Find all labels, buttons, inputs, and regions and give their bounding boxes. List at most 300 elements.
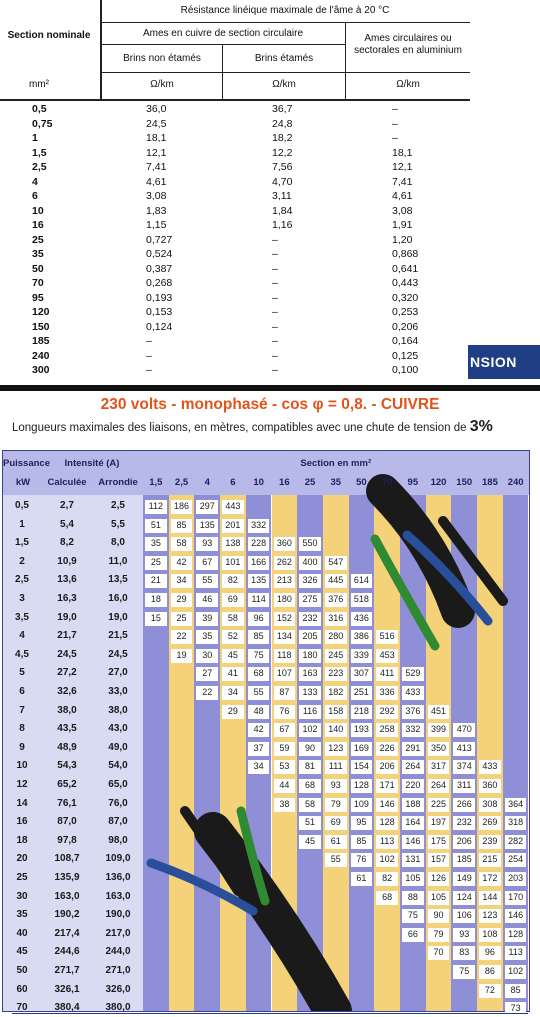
length-cell: 146 (376, 798, 398, 812)
row-arr: 49,0 (108, 741, 128, 753)
length-cell: 90 (299, 742, 321, 756)
length-cell: 90 (428, 909, 450, 923)
length-cell: 152 (274, 612, 296, 626)
length-cell: 58 (171, 537, 193, 551)
length-cell: 185 (453, 853, 475, 867)
resistance-cell-section: 150 (32, 320, 50, 333)
resistance-cell-a: 18,1 (146, 132, 167, 144)
resistance-cell-section: 240 (32, 349, 50, 362)
row-kw: 1 (19, 518, 25, 530)
resistance-row (0, 234, 470, 247)
resistance-cell-a: 7,41 (146, 161, 167, 173)
length-cell: 360 (274, 537, 296, 551)
length-cell: 95 (351, 816, 373, 830)
row-calc: 16,3 (57, 593, 77, 604)
length-cell: 149 (453, 872, 475, 886)
length-cell: 102 (299, 723, 321, 737)
length-cell: 61 (325, 835, 347, 849)
length-cell: 163 (299, 667, 321, 681)
length-cell: 58 (222, 612, 244, 626)
section-column-stripe (220, 495, 246, 1011)
header-puissance: Puissance (3, 458, 50, 469)
length-cell: 308 (479, 798, 501, 812)
resistance-cell-c: 0,100 (392, 364, 419, 376)
length-cell: 21 (145, 574, 167, 588)
row-arr: 271,0 (105, 965, 131, 976)
header-section-6: 25 (304, 477, 316, 488)
copper-group-header: Ames en cuivre de section circulaire (142, 28, 304, 39)
length-cell: 53 (274, 760, 296, 774)
length-cell: 175 (428, 835, 450, 849)
length-cell: 134 (274, 630, 296, 644)
resistance-cell-c: 0,641 (392, 262, 419, 275)
length-cell: 107 (274, 667, 296, 681)
resistance-cell-section: 70 (32, 277, 44, 289)
length-cell: 42 (171, 556, 193, 570)
row-kw: 35 (16, 909, 28, 921)
length-cell: 22 (171, 630, 193, 644)
unit-a: Ω/km (150, 79, 174, 90)
length-cell: 128 (376, 816, 398, 830)
resistance-cell-a: 36,0 (146, 103, 167, 115)
row-kw: 8 (19, 723, 25, 735)
header-section-1: 2,5 (174, 477, 189, 488)
length-cell: 18 (145, 593, 167, 607)
row-arr: 13,5 (108, 574, 128, 586)
length-cell: 413 (453, 742, 475, 756)
resistance-cell-c: 3,08 (392, 204, 413, 217)
length-cell: 30 (196, 649, 218, 663)
length-cell: 292 (376, 705, 398, 719)
row-arr: 136,0 (105, 872, 131, 883)
resistance-cell-a: – (146, 335, 152, 347)
length-cell: 516 (376, 630, 398, 644)
length-cell: 311 (453, 779, 475, 793)
resistance-cell-c: 0,125 (392, 349, 419, 362)
row-kw: 70 (16, 1002, 28, 1014)
resistance-row (0, 118, 470, 131)
length-cell: 226 (376, 742, 398, 756)
length-cell: 128 (505, 928, 527, 942)
divider (100, 72, 470, 73)
resistance-cell-c: 7,41 (392, 175, 413, 188)
resistance-cell-c: 1,91 (392, 219, 413, 231)
length-cell: 166 (248, 556, 270, 570)
length-cell: 411 (376, 667, 398, 681)
length-cell: 45 (299, 835, 321, 849)
length-cell: 123 (325, 742, 347, 756)
resistance-cell-b: – (272, 306, 278, 318)
length-cell: 264 (402, 760, 424, 774)
row-arr: 2,5 (111, 500, 125, 511)
resistance-row (0, 321, 470, 334)
length-cell: 433 (479, 760, 501, 774)
resistance-cell-c: 0,253 (392, 306, 419, 318)
resistance-cell-section: 50 (32, 262, 44, 275)
resistance-cell-a: 0,124 (146, 320, 173, 333)
resistance-cell-c: 0,164 (392, 335, 419, 347)
length-cell: 264 (428, 779, 450, 793)
length-cell: 275 (299, 593, 321, 607)
length-cell: 126 (428, 872, 450, 886)
length-cell: 170 (505, 891, 527, 905)
length-cell: 37 (248, 742, 270, 756)
length-cell: 85 (505, 984, 527, 998)
length-cell: 169 (351, 742, 373, 756)
length-cell: 140 (325, 723, 347, 737)
length-cell: 144 (479, 891, 501, 905)
length-cell: 46 (196, 593, 218, 607)
length-cell: 68 (376, 891, 398, 905)
length-cell: 52 (222, 630, 244, 644)
length-cell: 146 (402, 835, 424, 849)
length-cell: 69 (222, 593, 244, 607)
length-cell: 67 (196, 556, 218, 570)
resistance-cell-a: 12,1 (146, 146, 167, 159)
resistance-cell-a: 0,524 (146, 248, 173, 260)
row-kw: 16 (16, 816, 28, 828)
copper-plain-header: Brins non étamés (123, 53, 201, 64)
row-calc: 2,7 (60, 500, 74, 511)
resistance-row (0, 248, 470, 261)
length-cell: 51 (299, 816, 321, 830)
divider (100, 0, 102, 100)
row-calc: 13,6 (57, 574, 77, 586)
length-cell: 291 (402, 742, 424, 756)
row-arr: 380,0 (105, 1002, 131, 1014)
length-cell: 332 (402, 723, 424, 737)
resistance-row (0, 132, 470, 145)
resistance-cell-section: 10 (32, 204, 44, 217)
resistance-cell-a: 0,153 (146, 306, 173, 318)
header-section-4: 10 (253, 477, 264, 488)
bottom-rule (12, 1013, 528, 1014)
length-cell: 68 (299, 779, 321, 793)
row-arr: 76,0 (108, 797, 128, 809)
length-cell: 25 (145, 556, 167, 570)
length-cell: 374 (453, 760, 475, 774)
row-calc: 108,7 (54, 853, 80, 865)
subtitle-text: Longueurs maximales des liaisons, en mètres, compatibles avec une chute de tension de (12, 422, 467, 434)
length-cell: 201 (222, 519, 244, 533)
length-cell: 85 (171, 519, 193, 533)
resistance-cell-b: 3,11 (272, 190, 292, 202)
length-cell: 172 (479, 872, 501, 886)
length-cell: 307 (351, 667, 373, 681)
resistance-cell-b: 7,56 (272, 161, 293, 173)
row-calc: 54,3 (57, 760, 77, 772)
row-kw: 4,5 (15, 648, 29, 660)
length-cell: 262 (274, 556, 296, 570)
row-calc: 21,7 (57, 630, 77, 642)
length-cell: 433 (402, 686, 424, 700)
header-kw: kW (15, 477, 31, 488)
row-calc: 217,4 (54, 927, 80, 939)
length-cell: 158 (325, 705, 347, 719)
resistance-cell-c: 4,61 (392, 190, 413, 202)
row-arr: 65,0 (108, 779, 128, 790)
length-cell: 614 (351, 574, 373, 588)
length-cell: 436 (351, 612, 373, 626)
length-cell: 29 (222, 705, 244, 719)
divider (100, 22, 470, 23)
length-cell: 69 (325, 816, 347, 830)
resistance-row (0, 219, 470, 232)
resistance-table (0, 0, 540, 390)
resistance-row (0, 161, 470, 174)
length-cell: 34 (248, 760, 270, 774)
resistance-cell-c: 0,443 (392, 277, 419, 289)
length-table (2, 450, 530, 1012)
length-cell: 44 (274, 779, 296, 793)
section-column-stripe (143, 495, 169, 1011)
header-section: Section en mm² (300, 458, 372, 469)
row-kw: 18 (16, 834, 28, 846)
resistance-cell-b: 4,70 (272, 175, 293, 188)
resistance-cell-b: 24,8 (272, 117, 293, 130)
resistance-row (0, 350, 470, 363)
length-cell: 245 (325, 649, 347, 663)
banner-label: NSION (468, 345, 540, 379)
length-cell: 85 (248, 630, 270, 644)
resistance-cell-section: 4 (32, 175, 38, 188)
row-arr: 326,0 (105, 983, 131, 995)
length-cell: 282 (505, 835, 527, 849)
resistance-row (0, 147, 470, 160)
resistance-cell-c: 12,1 (392, 161, 413, 173)
length-cell: 59 (274, 742, 296, 756)
length-cell: 96 (248, 612, 270, 626)
row-kw: 2,5 (15, 574, 29, 586)
divider (345, 22, 346, 100)
length-cell: 112 (145, 500, 167, 514)
length-cell: 15 (145, 612, 167, 626)
row-arr: 163,0 (105, 890, 131, 902)
length-cell: 79 (428, 928, 450, 942)
row-kw: 3 (19, 593, 25, 604)
length-cell: 180 (299, 649, 321, 663)
row-calc: 27,2 (57, 667, 77, 679)
unit-b: Ω/km (272, 79, 296, 90)
resistance-cell-c: – (392, 103, 398, 115)
length-cell: 445 (325, 574, 347, 588)
row-kw: 25 (16, 872, 28, 883)
row-kw: 12 (16, 779, 28, 790)
length-cell: 332 (248, 519, 270, 533)
length-cell: 131 (402, 853, 424, 867)
resistance-heading: Résistance linéique maximale de l'âme à 20 °C (180, 5, 390, 16)
divider-band (0, 385, 540, 391)
resistance-cell-a: 0,387 (146, 262, 173, 275)
row-kw: 10 (16, 760, 28, 772)
length-cell: 55 (325, 853, 347, 867)
header-section-8: 50 (356, 477, 367, 488)
row-kw: 0,5 (15, 500, 29, 511)
resistance-row (0, 205, 470, 218)
length-cell: 61 (351, 872, 373, 886)
resistance-row (0, 306, 470, 319)
resistance-cell-b: – (272, 248, 278, 260)
resistance-row (0, 364, 470, 377)
header-intensite: Intensité (A) (64, 458, 120, 469)
length-cell: 350 (428, 742, 450, 756)
length-cell: 266 (453, 798, 475, 812)
row-arr: 16,0 (108, 593, 128, 604)
length-cell: 82 (376, 872, 398, 886)
length-cell: 79 (325, 798, 347, 812)
length-cell: 206 (453, 835, 475, 849)
lower-title: 230 volts - monophasé - cos φ = 0,8. - CUIVRE (100, 396, 440, 413)
length-cell: 34 (222, 686, 244, 700)
row-arr: 33,0 (108, 686, 128, 697)
length-cell: 316 (325, 612, 347, 626)
row-calc: 244,6 (54, 946, 80, 958)
row-arr: 217,0 (105, 927, 131, 939)
length-cell: 386 (351, 630, 373, 644)
length-cell: 101 (222, 556, 244, 570)
length-cell: 25 (171, 612, 193, 626)
header-arrondie: Arrondie (98, 477, 138, 488)
resistance-cell-b: – (272, 262, 278, 275)
row-kw: 45 (16, 946, 28, 958)
resistance-cell-section: 0,5 (32, 103, 47, 115)
resistance-cell-a: 3,08 (146, 190, 167, 202)
length-cell: 326 (299, 574, 321, 588)
length-cell: 76 (274, 705, 296, 719)
length-cell: 111 (325, 760, 347, 774)
resistance-row (0, 292, 470, 305)
resistance-cell-b: 1,16 (272, 219, 293, 231)
row-arr: 43,0 (108, 723, 128, 735)
length-cell: 451 (428, 705, 450, 719)
length-cell: 254 (505, 853, 527, 867)
resistance-cell-c: – (392, 117, 398, 130)
resistance-cell-a: 0,193 (146, 291, 173, 304)
length-cell: 135 (248, 574, 270, 588)
length-cell: 146 (505, 909, 527, 923)
length-cell: 108 (479, 928, 501, 942)
length-cell: 96 (479, 946, 501, 960)
resistance-cell-a: 0,268 (146, 277, 173, 289)
length-cell: 182 (325, 686, 347, 700)
row-arr: 98,0 (108, 834, 128, 846)
resistance-cell-section: 300 (32, 364, 50, 376)
row-arr: 109,0 (105, 853, 131, 865)
length-cell: 232 (299, 612, 321, 626)
row-kw: 30 (16, 890, 28, 902)
row-kw: 9 (19, 741, 25, 753)
resistance-row (0, 277, 470, 290)
length-cell: 188 (402, 798, 424, 812)
row-kw: 14 (16, 797, 28, 809)
length-cell: 105 (402, 872, 424, 886)
length-cell: 364 (505, 798, 527, 812)
length-cell: 128 (351, 779, 373, 793)
header-section-13: 185 (482, 477, 498, 488)
length-cell: 45 (222, 649, 244, 663)
length-cell: 105 (428, 891, 450, 905)
header-section-5: 16 (279, 477, 290, 488)
length-cell: 35 (196, 630, 218, 644)
section-column-stripe (169, 495, 195, 1011)
row-calc: 10,9 (57, 555, 77, 567)
resistance-cell-b: – (272, 335, 278, 347)
row-calc: 135,9 (54, 872, 80, 883)
row-calc: 43,5 (57, 723, 77, 735)
length-cell: 86 (479, 965, 501, 979)
length-cell: 123 (479, 909, 501, 923)
row-calc: 38,0 (57, 704, 77, 716)
length-cell: 225 (428, 798, 450, 812)
length-cell: 470 (453, 723, 475, 737)
length-cell: 269 (479, 816, 501, 830)
header-section-0: 1,5 (149, 477, 163, 488)
row-kw: 4 (19, 630, 25, 642)
row-arr: 21,5 (108, 630, 128, 642)
row-calc: 65,2 (57, 779, 77, 790)
length-cell: 34 (171, 574, 193, 588)
length-cell: 27 (196, 667, 218, 681)
resistance-row (0, 190, 470, 203)
row-calc: 87,0 (57, 816, 77, 828)
length-cell: 124 (453, 891, 475, 905)
resistance-cell-section: 25 (32, 233, 44, 246)
length-cell: 93 (453, 928, 475, 942)
row-arr: 190,0 (105, 909, 131, 921)
length-cell: 81 (299, 760, 321, 774)
resistance-cell-c: 0,868 (392, 248, 419, 260)
resistance-cell-b: – (272, 277, 278, 289)
length-cell: 193 (351, 723, 373, 737)
row-calc: 48,9 (57, 741, 77, 753)
aluminium-header: Ames circulaires ou sectorales en aluminium (354, 33, 462, 56)
header-section-2: 4 (204, 477, 210, 488)
length-cell: 118 (274, 649, 296, 663)
resistance-cell-c: – (392, 132, 398, 144)
length-cell: 280 (325, 630, 347, 644)
length-cell: 547 (325, 556, 347, 570)
resistance-cell-section: 120 (32, 306, 50, 318)
length-cell: 68 (248, 667, 270, 681)
row-calc: 271,7 (54, 965, 80, 976)
resistance-cell-b: 1,84 (272, 204, 293, 217)
length-cell: 399 (428, 723, 450, 737)
resistance-cell-a: 1,15 (146, 219, 167, 231)
resistance-cell-b: – (272, 291, 278, 304)
header-section-3: 6 (230, 477, 236, 488)
resistance-cell-c: 0,206 (392, 320, 419, 333)
header-section-7: 35 (330, 477, 342, 488)
resistance-cell-c: 1,20 (392, 233, 413, 246)
length-cell: 19 (171, 649, 193, 663)
resistance-cell-section: 1 (32, 132, 38, 144)
row-kw: 1,5 (15, 537, 29, 549)
length-cell: 186 (171, 500, 193, 514)
header-section-11: 120 (430, 477, 447, 488)
row-kw: 40 (16, 927, 28, 939)
row-kw: 2 (19, 555, 25, 567)
resistance-cell-b: – (272, 364, 278, 376)
resistance-cell-a: 1,83 (146, 204, 167, 217)
length-cell: 38 (274, 798, 296, 812)
length-cell: 206 (376, 760, 398, 774)
length-cell: 114 (248, 593, 270, 607)
length-cell: 87 (274, 686, 296, 700)
length-cell: 75 (402, 909, 424, 923)
length-cell: 55 (196, 574, 218, 588)
length-cell: 550 (299, 537, 321, 551)
row-calc: 97,8 (57, 834, 77, 846)
